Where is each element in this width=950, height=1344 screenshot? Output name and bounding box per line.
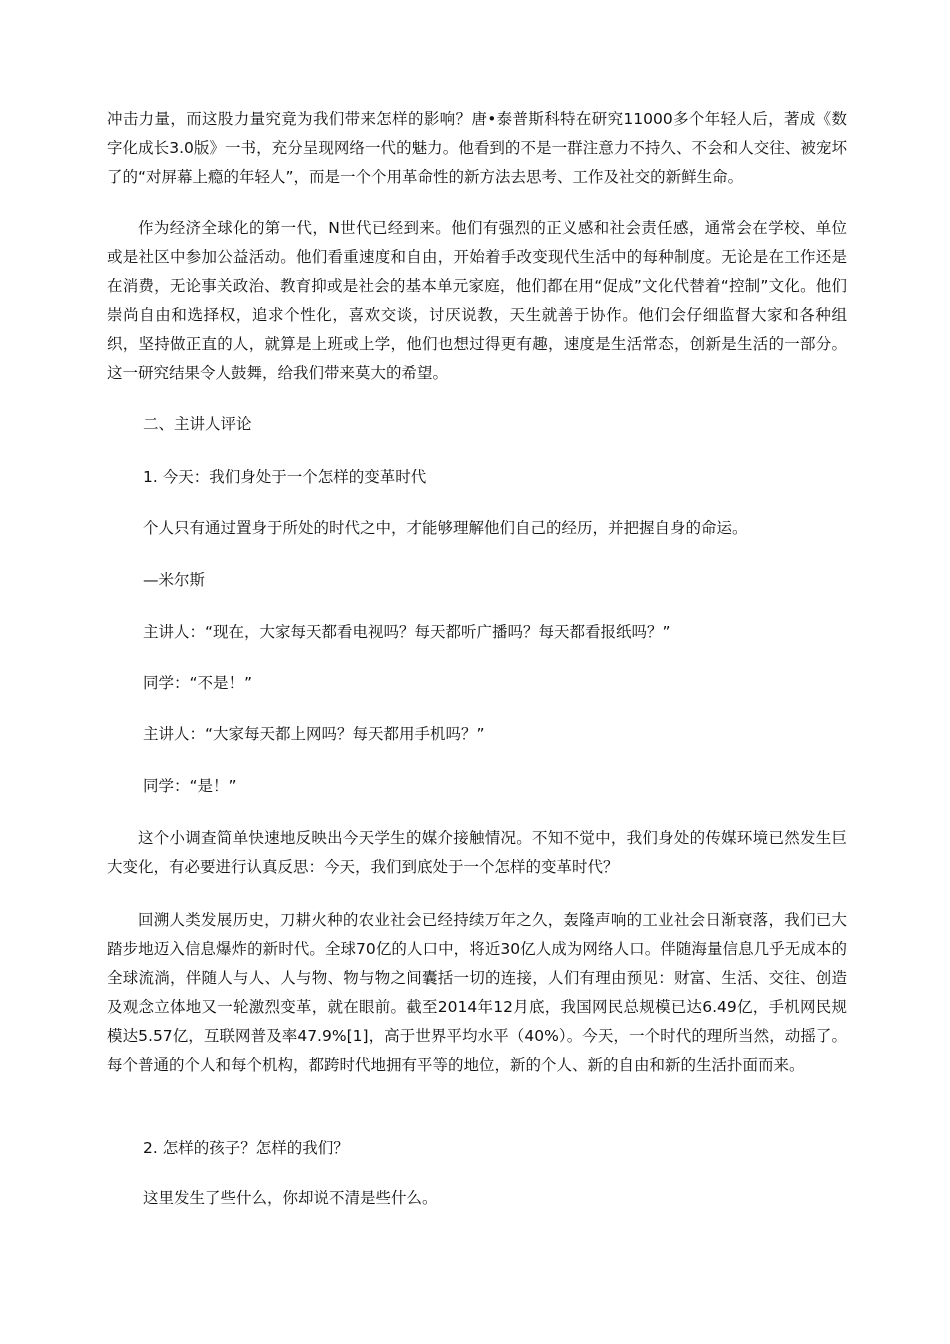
paragraph-4: 回溯人类发展历史，刀耕火种的农业社会已经持续万年之久，轰隆声响的工业社会日渐衰落，我们已大踏步地迈入信息爆炸的新时代。全球70亿的人口中，将近30亿人成为网络人口。伴随海量信息几乎无成本的全球流淌，伴随人与人、人与物、物与物之间囊括一切的连接，人们有理由预见：财富、生活、交往、创造及观念立体地又一轮激烈变革，就在眼前。截至2014年12月底，我国网民总规模已达6.49亿，手机网民规模达5.57亿，互联网普及率47.9%[1]，高于世界平均水平（40%）。今天，一个时代的理所当然，动摇了。每个普通的个人和每个机构，都跨时代地拥有平等的地位，新的个人、新的自由和新的生活扑面而来。 — [107, 911, 847, 1074]
dialogue-line-2: 同学：“不是！” — [143, 674, 253, 692]
paragraph-3: 这个小调查简单快速地反映出今天学生的媒介接触情况。不知不觉中，我们身处的传媒环境已然发生巨大变化，有必要进行认真反思：今天，我们到底处于一个怎样的变革时代？ — [107, 829, 847, 876]
dialogue-line-4: 同学：“是！” — [143, 777, 237, 795]
paragraph-2: 作为经济全球化的第一代，N世代已经到来。他们有强烈的正义感和社会责任感，通常会在学校、单位或是社区中参加公益活动。他们看重速度和自由，开始着手改变现代生活中的每种制度。无论是在工作还是在消费，无论事关政治、教育抑或是社会的基本单元家庭，他们都在用“促成”文化代替着“控制”文化。他们崇尚自由和选择权，追求个性化，喜欢交谈，讨厌说教，天生就善于协作。他们会仔细监督大家和各种组织，坚持做正直的人，就算是上班或上学，他们也想过得更有趣，速度是生活常态，创新是生活的一部分。这一研究结果令人鼓舞，给我们带来莫大的希望。 — [107, 219, 847, 382]
quote-text: 个人只有通过置身于所处的时代之中，才能够理解他们自己的经历，并把握自身的命运。 — [143, 519, 748, 537]
paragraph-5: 这里发生了些什么，你却说不清是些什么。 — [143, 1189, 438, 1207]
dialogue-line-1: 主讲人：“现在，大家每天都看电视吗？每天都听广播吗？每天都看报纸吗？” — [143, 623, 671, 641]
section-heading: 二、主讲人评论 — [143, 415, 252, 433]
quote-author: —米尔斯 — [143, 571, 206, 589]
paragraph-1: 冲击力量，而这股力量究竟为我们带来怎样的影响？唐•泰普斯科特在研究11000多个年轻人后，著成《数字化成长3.0版》一书，充分呈现网络一代的魅力。他看到的不是一群注意力不持久、不会和人交往、被宠坏了的“对屏幕上瘾的年轻人”，而是一个个用革命性的新方法去思考、工作及社交的新鲜生命。 — [107, 110, 847, 186]
subheading-2: 2. 怎样的孩子？怎样的我们？ — [143, 1139, 349, 1157]
subheading-1: 1. 今天：我们身处于一个怎样的变革时代 — [143, 468, 427, 486]
dialogue-line-3: 主讲人：“大家每天都上网吗？每天都用手机吗？” — [143, 725, 485, 743]
